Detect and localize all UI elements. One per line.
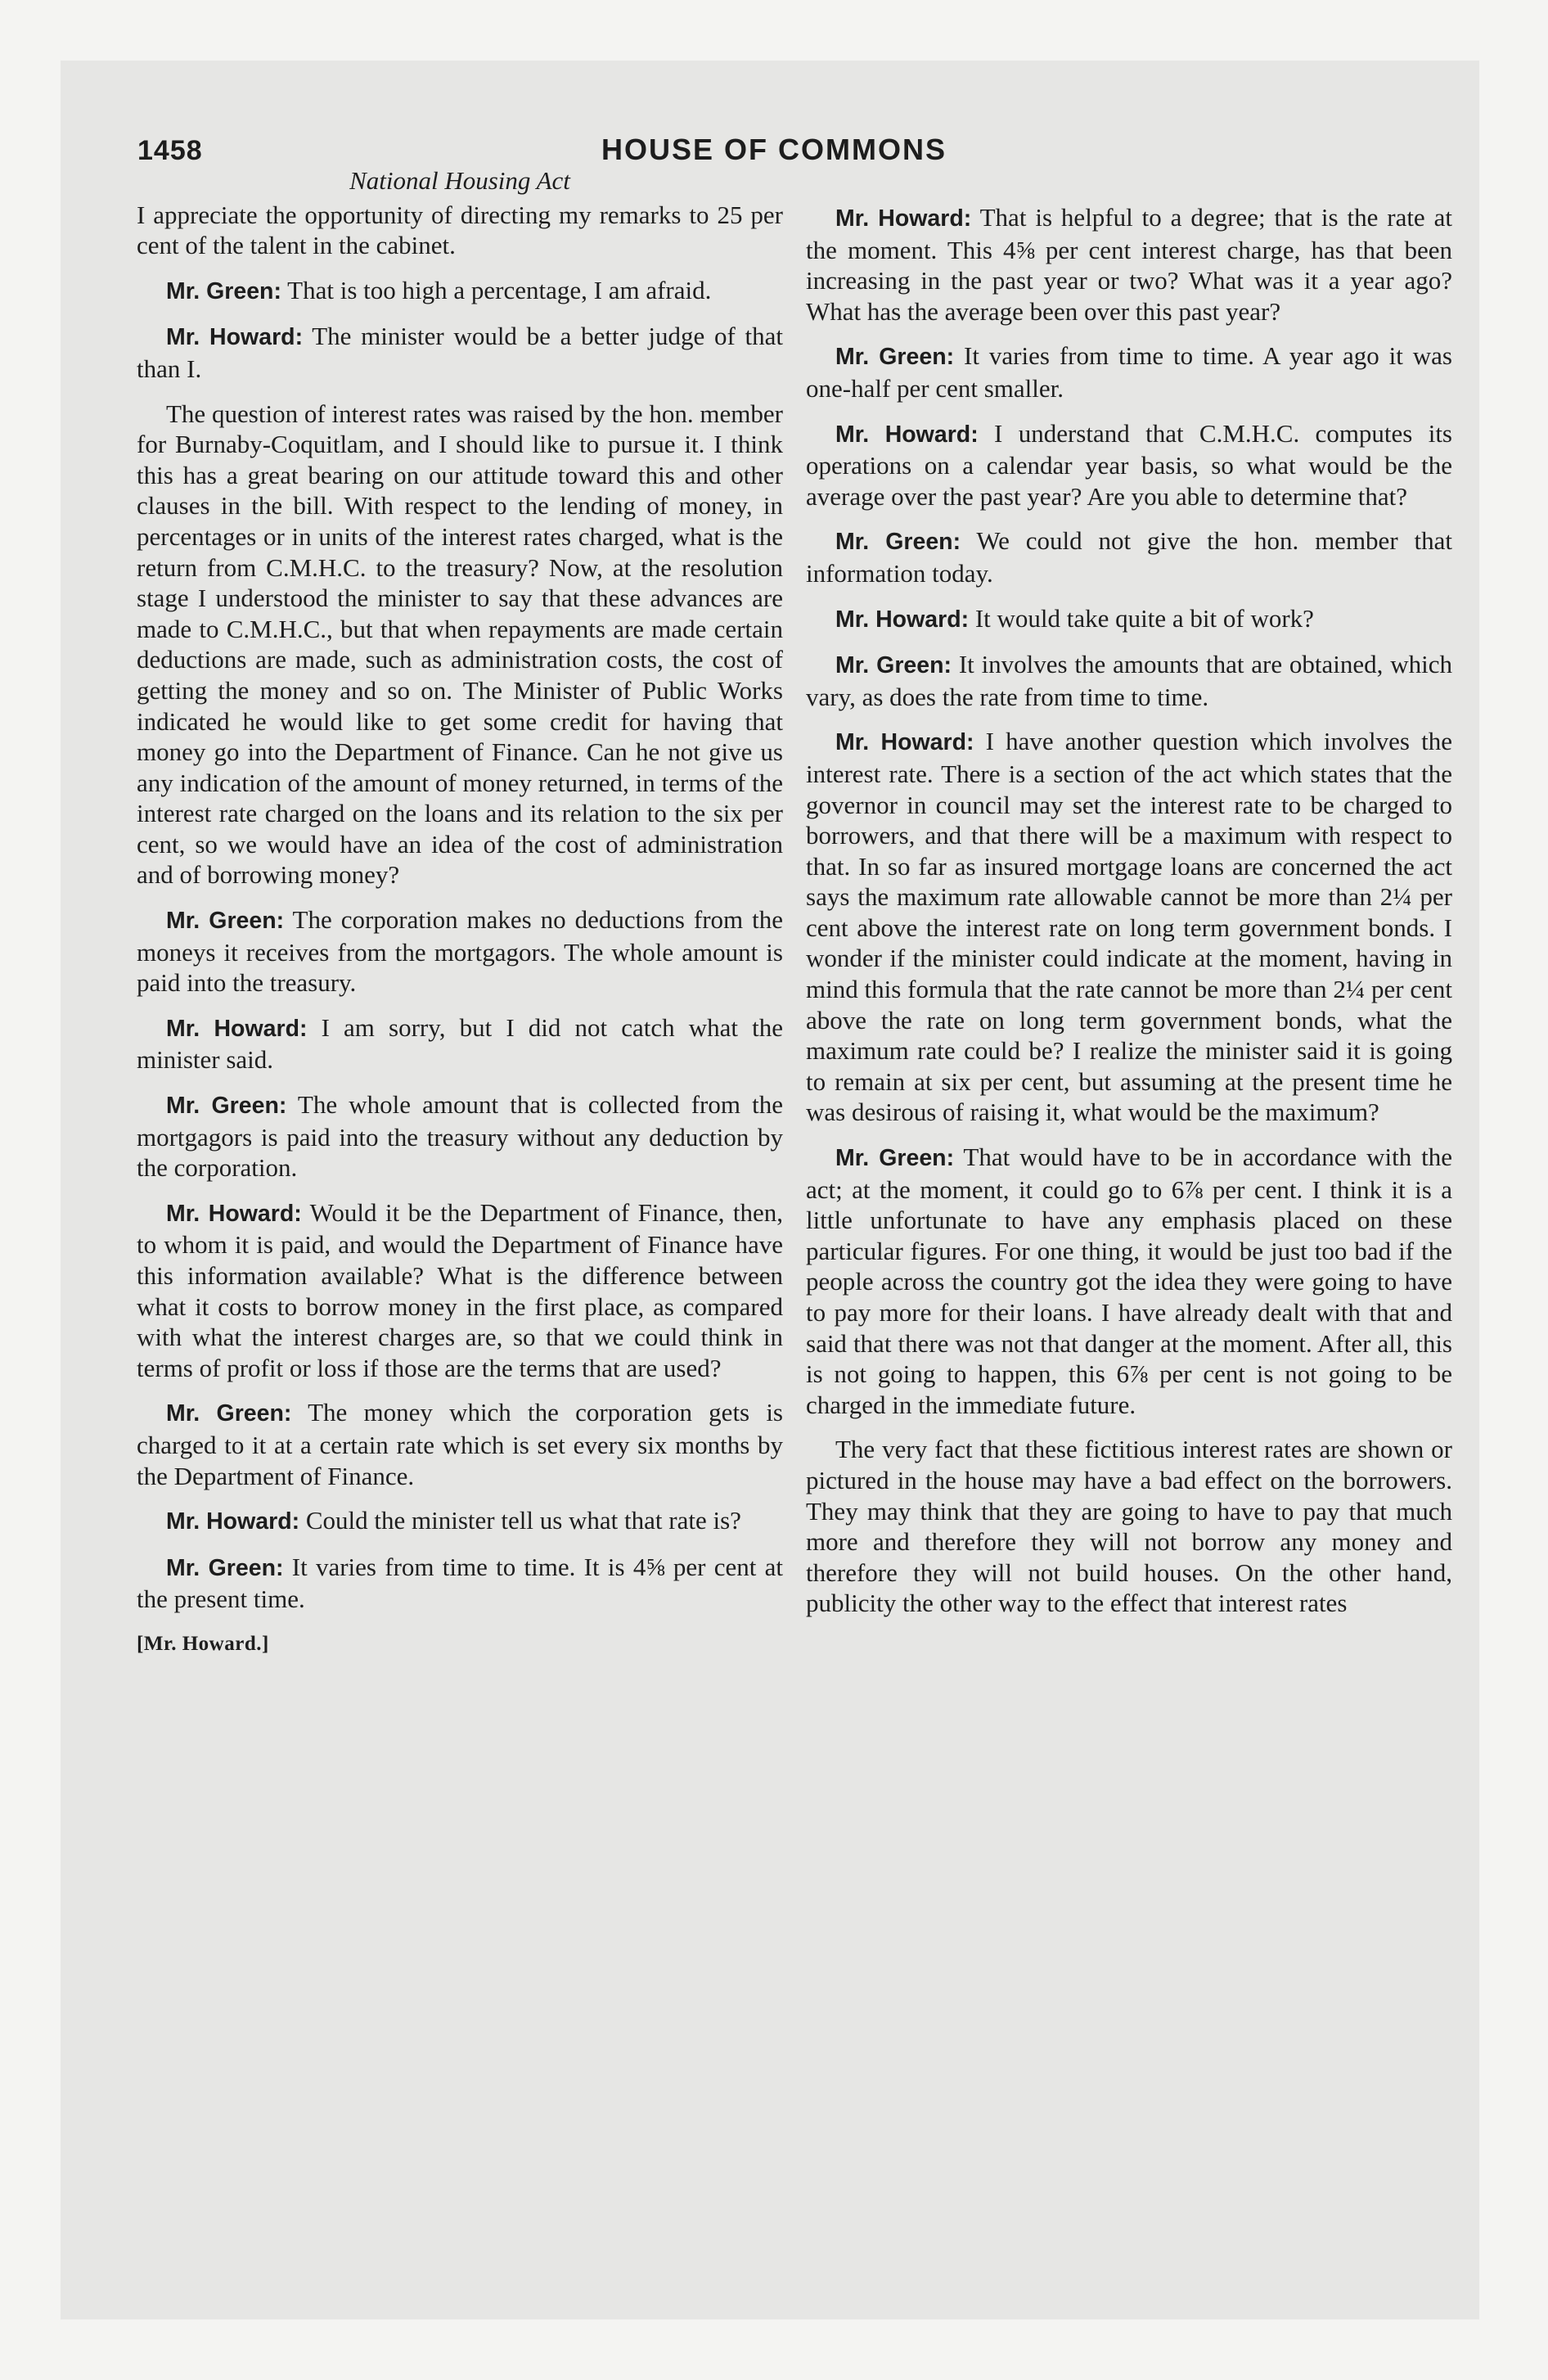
- transcript-paragraph: [137, 1397, 783, 1491]
- right-paragraphs: [806, 202, 1452, 1619]
- left-column: [137, 164, 783, 1660]
- speaker-name: Mr. Green:: [835, 1145, 955, 1172]
- running-head: HOUSE OF COMMONS: [601, 133, 947, 166]
- speaker-name: Mr. Green:: [166, 1093, 287, 1120]
- speaker-name: Mr. Green:: [166, 277, 281, 304]
- paragraph-text: It varies from time to time. It is 4⅝ per cent at the present time.: [137, 1552, 783, 1614]
- transcript-paragraph: [806, 726, 1452, 1128]
- transcript-paragraph: [137, 200, 783, 261]
- speaker-name: Mr. Green:: [835, 344, 955, 371]
- transcript-paragraph: [806, 603, 1452, 636]
- right-column: [806, 202, 1452, 1633]
- paragraph-text: Could the minister tell us what that rate is?: [305, 1506, 741, 1535]
- transcript-paragraph: [137, 1552, 783, 1615]
- transcript-paragraph: [806, 525, 1452, 588]
- paragraph-text: I am sorry, but I did not catch what the minister said.: [137, 1012, 783, 1075]
- speaker-name: Mr. Green:: [166, 1554, 284, 1581]
- transcript-paragraph: [806, 1142, 1452, 1420]
- paragraph-text: I appreciate the opportunity of directing my remarks to 25 per cent of the talent in the cabinet.: [137, 200, 783, 260]
- transcript-paragraph: [137, 1012, 783, 1075]
- speaker-name: Mr. Green:: [166, 1400, 292, 1427]
- speaker-name: Mr. Howard:: [166, 1015, 308, 1042]
- paragraph-text: It involves the amounts that are obtained, which vary, as does the rate from time to time.: [806, 650, 1452, 711]
- paragraph-text: That would have to be in accordance with the act; at the moment, it could go to 6⅞ per cent. I think it is a little unfortunate to have any emphasis placed on these particular figures. For one thing, it would be just too bad if the people across the country got the idea they were going to have to pay more for their loans. I have already dealt with that and said that there was not that danger at the moment. After all, this is not going to happen, this 6⅞ per cent is not going to be charged in the immediate future.: [806, 1143, 1452, 1419]
- speaker-name: Mr. Howard:: [166, 324, 304, 351]
- speaker-name: Mr. Howard:: [835, 606, 970, 633]
- transcript-paragraph: [806, 1434, 1452, 1619]
- speaker-name: Mr. Green:: [166, 908, 285, 935]
- transcript-paragraph: [137, 1089, 783, 1183]
- speaker-name: Mr. Howard:: [166, 1508, 300, 1535]
- paragraph-text: That is helpful to a degree; that is the rate at the moment. This 4⅝ per cent interest charge, has that been increasing in the past year or two? What was it a year ago? What has the average been over this past year?: [806, 203, 1452, 326]
- paragraph-text: We could not give the hon. member that information today.: [806, 526, 1452, 588]
- transcript-paragraph: [137, 1197, 783, 1384]
- paragraph-text: The money which the corporation gets is charged to it at a certain rate which is set every six months by the Department of Finance.: [137, 1398, 783, 1490]
- speaker-name: Mr. Green:: [835, 652, 952, 679]
- transcript-paragraph: [137, 399, 783, 891]
- paragraph-text: That is too high a percentage, I am afraid.: [287, 275, 712, 304]
- transcript-paragraph: [806, 649, 1452, 712]
- speaker-name: Mr. Green:: [835, 529, 961, 556]
- speaker-name: Mr. Howard:: [835, 729, 974, 756]
- paragraph-text: The whole amount that is collected from the mortgagors is paid into the treasury without any deduction by the corporation.: [137, 1090, 783, 1183]
- page-number: 1458: [137, 135, 203, 166]
- speaker-name: Mr. Howard:: [835, 205, 972, 232]
- paragraph-text: The corporation makes no deductions from the moneys it receives from the mortgagors. The whole amount is paid into the treasury.: [137, 905, 783, 998]
- transcript-paragraph: [806, 340, 1452, 403]
- transcript-paragraph: [137, 321, 783, 384]
- paragraph-text: I have another question which involves the interest rate. There is a section of the act which states that the governor in council may set the interest rate to be charged to borrowers, and that there will be a maximum with respect to that. In so far as insured mortgage loans are concerned the act says the maximum rate allowable cannot be more than 2¼ per cent above the interest rate on long term government bonds. I wonder if the minister could indicate at the moment, having in mind this formula that the rate cannot be more than 2¼ per cent above the rate on long term government bonds, what the maximum rate could be? I realize the minister said it is going to remain at six per cent, but assuming at the present time he was desirous of raising it, what would be the maximum?: [806, 727, 1452, 1127]
- left-paragraphs: [137, 200, 783, 1615]
- paragraph-text: It varies from time to time. A year ago it was one-half per cent smaller.: [806, 341, 1452, 403]
- speaker-name: Mr. Howard:: [166, 1200, 302, 1227]
- transcript-paragraph: [137, 275, 783, 308]
- paragraph-text: The question of interest rates was raised by the hon. member for Burnaby-Coquitlam, and I should like to pursue it. I think this has a great bearing on our attitude toward this and other clauses in the bill. With respect to the lending of money, in percentages or in units of the interest rates charged, what is the return from C.M.H.C. to the treasury? Now, at the resolution stage I understood the minister to say that these advances are made to C.M.H.C., but that when repayments are made certain deductions are made, such as administration costs, the cost of getting the money and so on. The Minister of Public Works indicated he would like to get some credit for having that money go into the Department of Finance. Can he not give us any indication of the amount of money returned, in terms of the interest rate charged on the loans and its relation to the six per cent, so we would have an idea of the cost of administration and of borrowing money?: [137, 399, 783, 890]
- speaker-name: Mr. Howard:: [835, 421, 979, 448]
- footer-speaker-tag: [Mr. Howard.]: [137, 1632, 269, 1655]
- transcript-paragraph: [137, 904, 783, 998]
- transcript-paragraph: [137, 1505, 783, 1538]
- section-heading: National Housing Act: [349, 166, 570, 195]
- paragraph-text: Would it be the Department of Finance, then, to whom it is paid, and would the Department of Finance have this information available? What is the difference between what it costs to borrow money in the first place, as compared with what the interest charges are, so that we could think in terms of profit or loss if those are the terms that are used?: [137, 1197, 783, 1382]
- transcript-paragraph: [806, 418, 1452, 512]
- paragraph-text: The very fact that these fictitious interest rates are shown or pictured in the house may have a bad effect on the borrowers. They may think that they are going to have to pay that much more and therefore they will not borrow any money and therefore they will not build houses. On the other hand, publicity the other way to the effect that interest rates: [806, 1435, 1452, 1618]
- paragraph-text: The minister would be a better judge of that than I.: [137, 322, 783, 383]
- paragraph-text: It would take quite a bit of work?: [974, 603, 1314, 633]
- paragraph-text: I understand that C.M.H.C. computes its operations on a calendar year basis, so what would be the average over the past year? Are you able to determine that?: [806, 418, 1452, 511]
- transcript-paragraph: [806, 202, 1452, 327]
